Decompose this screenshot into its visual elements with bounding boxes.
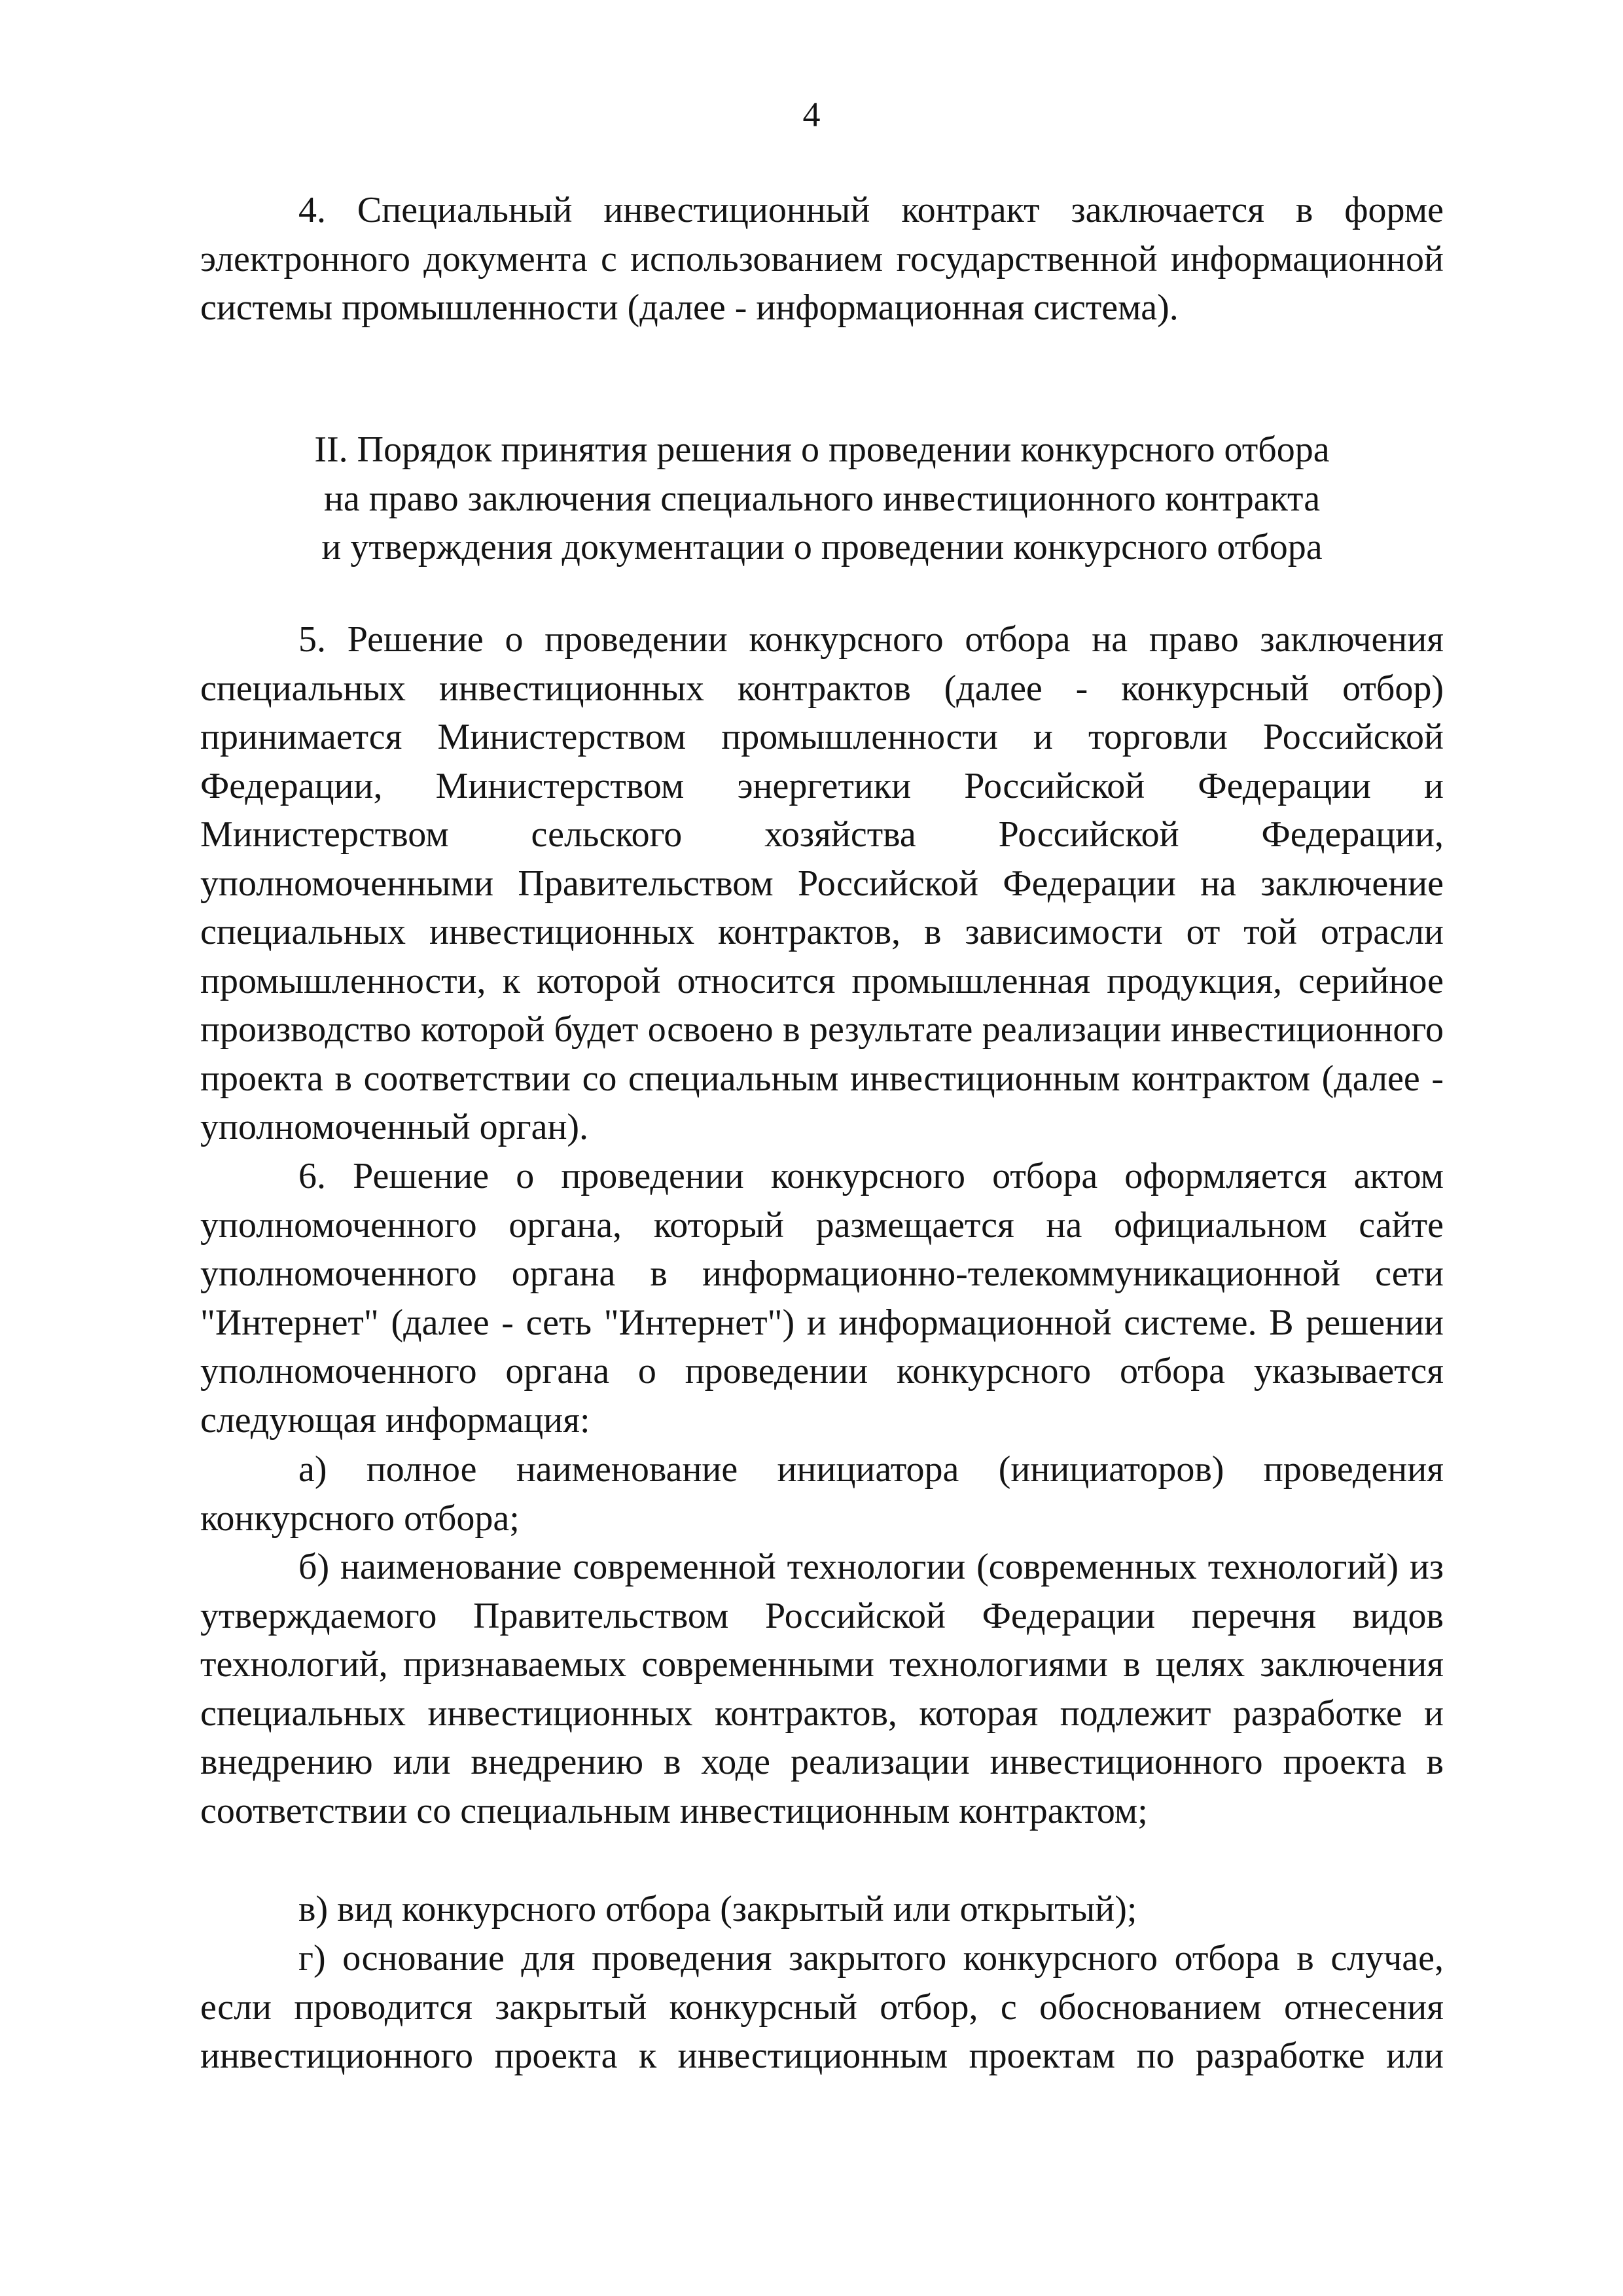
list-item-v: в) вид конкурсного отбора (закрытый или открытый);: [298, 1889, 1137, 1929]
section-heading-line-2: на право заключения специального инвестиционного контракта: [323, 478, 1321, 519]
section-heading-line-1: II. Порядок принятия решения о проведении конкурсного отбора: [314, 429, 1330, 470]
paragraph-6: 6. Решение о проведении конкурсного отбора оформляется актом уполномоченного органа, который размещается на официальном сайте уполномоченного органа в информационно-телекоммуникационной сети "Интернет" (далее - сеть "Интернет") и информационной системе. В решении уполномоченного органа о проведении конкурсного отбора указывается следующая информация:: [200, 1156, 1444, 1441]
list-item-g: г) основание для проведения закрытого конкурсного отбора в случае, если проводится закрытый конкурсный отбор, с обоснованием отнесения инвестиционного проекта к инвестиционным проектам по разработке или: [200, 1938, 1444, 2076]
page-number: 4: [802, 95, 821, 134]
list-item-a: а) полное наименование инициатора (инициаторов) проведения конкурсного отбора;: [200, 1449, 1444, 1539]
section-heading: [200, 425, 1444, 572]
paragraph-5: 5. Решение о проведении конкурсного отбора на право заключения специальных инвестиционных контрактов (далее - конкурсный отбор) принимается Министерством промышленности и торговли Российской Федерации, Министерством энергетики Российской Федерации и Министерством сельского хозяйства Российской Федерации, уполномоченными Правительством Российской Федерации на заключение специальных инвестиционных контрактов, в зависимости от той отрасли промышленности, к которой относится промышленная продукция, серийное производство которой будет освоено в результате реализации инвестиционного проекта в соответствии со специальным инвестиционным контрактом (далее - уполномоченный орган).: [200, 619, 1444, 1147]
list-item-b: б) наименование современной технологии (современных технологий) из утверждаемого Правительством Российской Федерации перечня видов технологий, признаваемых современными технологиями в целях заключения специальных инвестиционных контрактов, которая подлежит разработке и внедрению или внедрению в ходе реализации инвестиционного проекта в соответствии со специальным инвестиционным контрактом;: [200, 1547, 1444, 1831]
paragraph-4: 4. Специальный инвестиционный контракт заключается в форме электронного документа с использованием государственной информационной системы промышленности (далее - информационная система).: [200, 190, 1444, 328]
section-heading-line-3: и утверждения документации о проведении конкурсного отбора: [321, 527, 1323, 567]
